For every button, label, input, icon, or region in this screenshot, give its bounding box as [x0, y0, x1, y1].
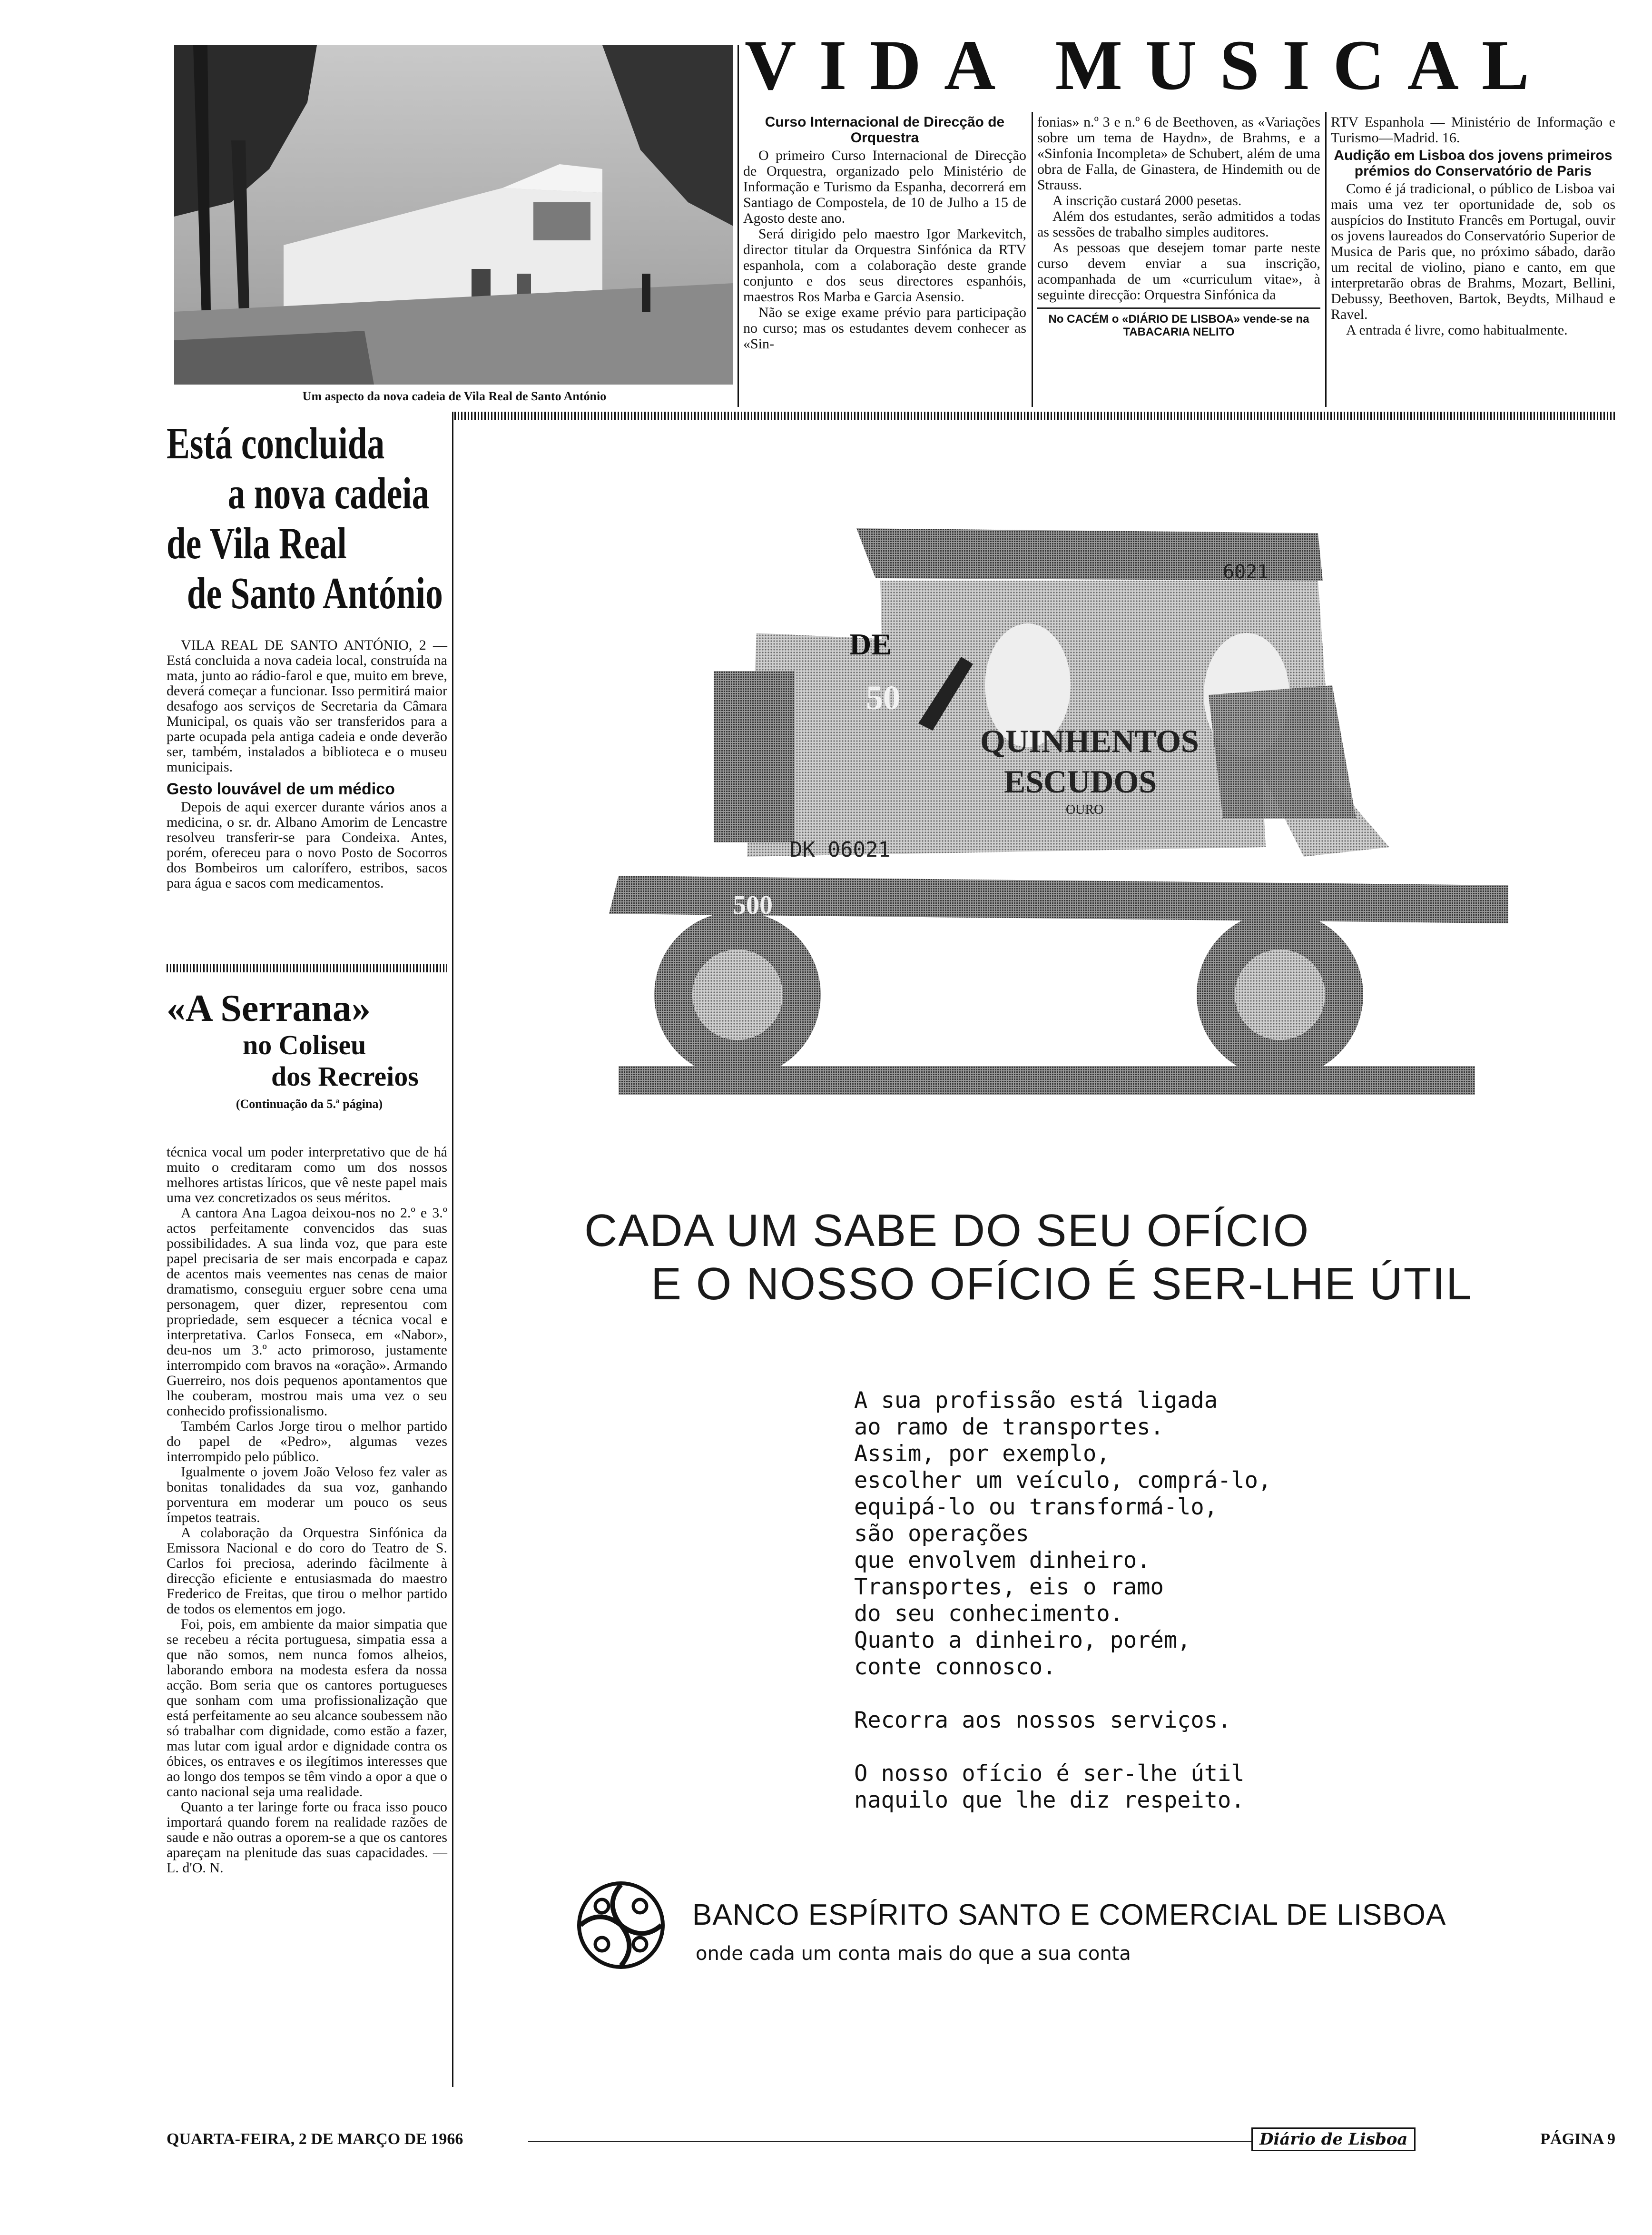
- music-column-2: [1037, 114, 1320, 338]
- music-paragraph: Como é já tradicional, o público de Lisboa vai mais uma vez ter oportunidade de, sob os auspícios do Instituto Francês em Portugal, ouvir os jovens laureados do Conservatório Superior de Musica de Paris que, no próximo sábado, darão um recital de violino, piano e canto, em que interpretarão obras de Brahms, Mozart, Bellini, Debussy, Beethoven, Bartok, Beydts, Milhaud e Ravel.: [1331, 181, 1615, 322]
- article-paragraph: A cantora Ana Lagoa deixou-nos no 2.º e 3.º actos perfeitamente convencidos das suas possibilidades. A sua linda voz, que para este papel precisaria de ser mais encorpada e capaz de acentos mais veementes nas cenas de maior dramatismo, conseguiu erguer sobre cena uma personagem, quer dizer, representou com propriedade, sem esquecer a técnica vocal e interpretativa. Carlos Fonseca, em «Nabor», deu-nos um 3.º acto primoroso, justamente interrompido com bravos na «oração». Armando Guerreiro, nos dois pequenos apontamentos que lhe couberam, mostrou mais uma vez o seu conhecido profissionalismo.: [167, 1205, 447, 1419]
- column-rule: [738, 45, 739, 407]
- ad-headline-line-2: E O NOSSO OFÍCIO É SER-LHE ÚTIL: [651, 1258, 1473, 1309]
- ad-body-line: ao ramo de transportes.: [854, 1414, 1164, 1440]
- section-title-vida-musical: VIDA MUSICAL: [745, 26, 1552, 105]
- music-column-3: [1331, 114, 1615, 338]
- photo-caption: Um aspecto da nova cadeia de Vila Real de Santo António: [302, 389, 607, 403]
- music-heading-course: Curso Internacional de Direcção de Orquestra: [765, 114, 1005, 146]
- ad-body-line: Assim, por exemplo,: [854, 1441, 1110, 1467]
- ad-body-line: equipá-lo ou transformá-lo,: [854, 1494, 1218, 1520]
- music-paragraph: RTV Espanhola — Ministério de Informação e Turismo—Madrid. 16.: [1331, 114, 1615, 146]
- ad-body-line: são operações: [854, 1521, 1029, 1547]
- banknote-text: DK 06021: [790, 838, 891, 862]
- column-rule: [1325, 112, 1327, 407]
- page-footer: [167, 2130, 1615, 2154]
- article-paragraph: Também Carlos Jorge tirou o melhor partido do papel de «Pedro», algumas vezes interrompido pelo público.: [167, 1418, 447, 1464]
- ad-body-line: que envolvem dinheiro.: [854, 1547, 1150, 1573]
- music-paragraph: A inscrição custará 2000 pesetas.: [1052, 193, 1242, 208]
- banknote-text: 50: [866, 679, 900, 717]
- section-divider: [167, 964, 447, 972]
- music-heading-recital: Audição em Lisboa dos jovens primeiros prémios do Conservatório de Paris: [1334, 148, 1613, 179]
- banknote-truck-illustration: [590, 514, 1508, 1133]
- headline-line: dos Recreios: [271, 1061, 419, 1092]
- ad-body-line: A sua profissão está ligada: [854, 1387, 1218, 1414]
- ad-headline: [584, 1204, 1472, 1311]
- sales-notice: No CACÉM o «DIÁRIO DE LISBOA» vende-se na TABACARIA NELITO: [1048, 313, 1309, 338]
- bank-logo-icon: [576, 1880, 666, 1970]
- ad-headline-line-1: CADA UM SABE DO SEU OFÍCIO: [584, 1205, 1310, 1256]
- headline-line: de Santo António: [187, 569, 443, 618]
- ad-body-line: conte connosco.: [854, 1654, 1056, 1680]
- music-column-1: [743, 114, 1026, 352]
- banknote-text: DE: [849, 627, 892, 661]
- banknote-text: 6021: [1223, 561, 1269, 583]
- banknote-text: 500: [733, 890, 773, 920]
- article-paragraph: Quanto a ter laringe forte ou fraca isso pouco importará quando forem na realidade razões de saude e não outras a oporem-se a que os cantores apareçam na plenitude das suas capacidades. — L. d'O. N.: [167, 1799, 447, 1876]
- ad-body-line: do seu conhecimento.: [854, 1601, 1123, 1627]
- music-paragraph: Será dirigido pelo maestro Igor Markevitch, director titular da Orquestra Sinfónica da RTV espanhola, com a colaboração deste grande conjunto e dos seus directores espanhóis, maestros Ros Marba e Garcia Asensio.: [743, 226, 1026, 305]
- column-rule: [452, 412, 453, 2087]
- bank-slogan: onde cada um conta mais do que a sua conta: [696, 1943, 1131, 1965]
- serrana-body: [167, 1145, 447, 1876]
- headline-line: a nova cadeia: [227, 469, 430, 518]
- prison-photo: [174, 45, 733, 385]
- ad-body-line: Quanto a dinheiro, porém,: [854, 1627, 1191, 1653]
- music-paragraph: Não se exige exame prévio para participação no curso; mas os estudantes devem conhecer as «Sin-: [743, 305, 1026, 352]
- music-paragraph: Além dos estudantes, serão admitidos a todas as sessões de trabalho simples auditores.: [1037, 208, 1320, 240]
- column-rule: [1032, 112, 1033, 407]
- cadeia-body: [167, 638, 447, 891]
- article-paragraph: Depois de aqui exercer durante vários anos a medicina, o sr. dr. Albano Amorim de Lencastre resolveu transferir-se para Condeixa. Antes, porém, ofereceu para o novo Posto de Socorros dos Bombeiros um calorífero, estribos, sacos para água e sacos com medicamentos.: [167, 799, 447, 891]
- headline-cadeia: [167, 419, 443, 619]
- footer-page-number: PÁGINA 9: [1540, 2130, 1615, 2148]
- ad-body-line: Transportes, eis o ramo: [854, 1574, 1164, 1600]
- ad-body-line: escolher um veículo, comprá-lo,: [854, 1467, 1272, 1493]
- section-divider: [454, 412, 1615, 420]
- banknote-text: ESCUDOS: [1004, 763, 1157, 800]
- ad-closing-line: naquilo que lhe diz respeito.: [854, 1787, 1245, 1813]
- banknote-text: OURO: [1066, 802, 1104, 817]
- article-paragraph: Igualmente o jovem João Veloso fez valer as bonitas tonalidades da sua voz, ganhando porventura em moderar um pouco os seus ímpetos teatrais.: [167, 1464, 447, 1525]
- article-paragraph: técnica vocal um poder interpretativo que de há muito o creditaram como um dos nossos melhores artistas líricos, que vê neste papel mais uma vez concretizados os seus méritos.: [167, 1144, 447, 1206]
- continuation-note: (Continuação da 5.ª página): [236, 1097, 383, 1111]
- bank-name: BANCO ESPÍRITO SANTO E COMERCIAL DE LISBOA: [692, 1899, 1446, 1931]
- article-paragraph: Foi, pois, em ambiente da maior simpatia que se recebeu a récita portuguesa, simpatia essa a que não somos, nem nunca fomos alheios, laborando embora na modesta esfera da nossa acção. Bom seria que os cantores portugueses que sonham com uma profissionalização que está perfeitamente ao seu alcance soubessem não só trabalhar com dignidade, como estão a fazer, mas lutar com igual ardor e dignidade contra os óbices, os entraves e os ilegítimos interesses que ao longo dos tempos se têm vindo a opor a que o canto nacional seja uma realidade.: [167, 1616, 447, 1800]
- headline-line: no Coliseu: [243, 1029, 366, 1060]
- footer-masthead: Diário de Lisboa: [1251, 2127, 1416, 2151]
- article-paragraph: A colaboração da Orquestra Sinfónica da Emissora Nacional e do coro do Teatro de S. Carlos foi preciosa, aderindo fàcilmente à direcção eficiente e entusiasmada do maestro Frederico de Freitas, que tirou o melhor partido de todos os elementos em jogo.: [167, 1525, 447, 1617]
- ad-call-to-action: Recorra aos nossos serviços.: [854, 1707, 1231, 1733]
- article-paragraph: VILA REAL DE SANTO ANTÓNIO, 2 — Está concluida a nova cadeia local, construída na mata, junto ao rádio-farol e que, muito em breve, deverá começar a funcionar. Isso permitirá maior desafogo aos serviços de Secretaria da Câmara Municipal, os quais vão ser transferidos para a parte ocupada pela antiga cadeia e onde deverão ser, também, instalados a biblioteca e o museu municipais.: [167, 637, 447, 775]
- music-paragraph: fonias» n.º 3 e n.º 6 de Beethoven, as «Variações sobre um tema de Haydn», de Brahms, e a «Sinfonia Incompleta» de Schubert, além de uma obra de Falla, de Ginastera, de Hindemith ou de Strauss.: [1037, 114, 1320, 193]
- headline-line: de Vila Real: [167, 519, 347, 568]
- headline-line: «A Serrana»: [167, 988, 371, 1029]
- banknote-text: QUINHENTOS: [980, 723, 1199, 759]
- ad-closing-line: O nosso ofício é ser-lhe útil: [854, 1760, 1245, 1787]
- music-paragraph: As pessoas que desejem tomar parte neste curso devem enviar a sua inscrição, acompanhada de um «curriculum vitae», à seguinte direcção: Orquestra Sinfónica da: [1037, 240, 1320, 303]
- music-paragraph: O primeiro Curso Internacional de Direcção de Orquestra, organizado pelo Ministério de Informação e Turismo da Espanha, decorrerá em Santiago de Compostela, de 10 de Julho a 15 de Agosto deste ano.: [743, 148, 1026, 226]
- ad-body-text: [854, 1387, 1271, 1814]
- headline-serrana: [167, 988, 452, 1112]
- subheading-medico: Gesto louvável de um médico: [167, 780, 395, 798]
- footer-date: QUARTA-FEIRA, 2 DE MARÇO DE 1966: [167, 2130, 463, 2148]
- music-paragraph: A entrada é livre, como habitualmente.: [1346, 322, 1568, 338]
- headline-line: Está concluida: [167, 419, 385, 468]
